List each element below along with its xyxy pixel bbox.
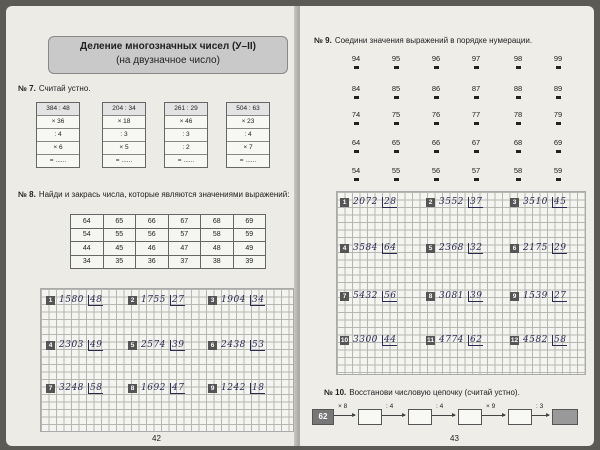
task9-number[interactable] [344, 110, 368, 125]
chain-operation: × 8 [338, 403, 348, 410]
exercise-label: 8 [426, 292, 435, 301]
task9-number[interactable] [546, 110, 570, 125]
handwritten-dividend: 2303 [59, 340, 84, 350]
task7-expression: 384 : 48 [37, 103, 79, 115]
task9-dot [354, 66, 359, 69]
handwritten-dividend: 1692 [141, 383, 166, 393]
task8-row [71, 242, 266, 256]
section-title-box [48, 36, 288, 74]
exercise-label: 6 [510, 244, 519, 253]
section-title: Деление многозначных чисел (У–II) [80, 41, 256, 52]
task8-cell[interactable]: 36 [136, 255, 169, 269]
handwritten-dividend: 1580 [59, 295, 84, 305]
task7-step: × 6 [37, 141, 79, 154]
handwritten-dividend: 4582 [523, 335, 548, 345]
handwritten-divisor: 48 [90, 295, 103, 305]
task8-cell[interactable]: 68 [201, 215, 234, 229]
task9-number[interactable] [344, 138, 368, 153]
task9-dot [434, 66, 439, 69]
chain-answer-box[interactable] [508, 409, 532, 425]
chain-operation: : 4 [436, 403, 444, 410]
handwritten-divisor: 58 [554, 335, 567, 345]
handwritten-divisor: 28 [384, 197, 397, 207]
task8-cell[interactable]: 34 [71, 255, 104, 269]
task9-number[interactable] [384, 84, 408, 99]
handwritten-dividend: 5432 [353, 291, 378, 301]
task8-cell[interactable]: 39 [233, 255, 266, 269]
exercise-label: 3 [208, 296, 217, 305]
section-subtitle: (на двузначное число) [116, 54, 220, 66]
task8-row [71, 215, 266, 229]
task7-step: × 7 [227, 141, 269, 154]
task8-cell[interactable]: 37 [168, 255, 201, 269]
task10-header [324, 388, 520, 397]
handwritten-dividend: 1904 [221, 295, 246, 305]
task9-number[interactable] [424, 84, 448, 99]
exercise-label: 7 [340, 292, 349, 301]
chain-arrow [482, 415, 505, 416]
exercise-label: 2 [128, 296, 137, 305]
task8-number-table [70, 214, 266, 269]
task9-number-text: 88 [513, 84, 523, 93]
task8-cell[interactable]: 44 [71, 242, 104, 256]
task9-dot [474, 96, 479, 99]
task9-dot [516, 66, 521, 69]
task9-number[interactable] [344, 84, 368, 99]
task9-number[interactable] [506, 110, 530, 125]
task9-dot [434, 96, 439, 99]
task8-cell[interactable]: 49 [233, 242, 266, 256]
task9-number-text: 84 [351, 84, 361, 93]
exercise-label: 5 [426, 244, 435, 253]
task9-number-text: 64 [351, 138, 361, 147]
task9-dot [354, 96, 359, 99]
chain-operation: : 3 [536, 403, 544, 410]
exercise-label: 9 [208, 384, 217, 393]
task9-number-text: 85 [391, 84, 401, 93]
handwritten-divisor: 18 [252, 383, 265, 393]
task7-step: = ...... [103, 154, 145, 167]
exercise-label: 2 [426, 198, 435, 207]
chain-arrow [334, 415, 355, 416]
handwritten-divisor: 64 [384, 243, 397, 253]
handwritten-divisor: 53 [252, 340, 265, 350]
exercise-label: 7 [46, 384, 55, 393]
handwritten-dividend: 3081 [439, 291, 464, 301]
handwritten-divisor: 58 [90, 383, 103, 393]
task8-cell[interactable]: 64 [71, 215, 104, 229]
task8-cell[interactable]: 38 [201, 255, 234, 269]
task7-expression: 261 : 29 [165, 103, 207, 115]
task7-step: × 23 [227, 115, 269, 128]
task9-dot [434, 178, 439, 181]
task9-dot [474, 178, 479, 181]
task7-card [36, 102, 80, 168]
task9-number-text: 98 [513, 54, 523, 63]
task8-cell[interactable]: 59 [233, 228, 266, 242]
task8-cell[interactable]: 35 [103, 255, 136, 269]
task7-step: : 4 [227, 128, 269, 141]
task8-cell[interactable]: 45 [103, 242, 136, 256]
task8-header [18, 189, 290, 200]
task9-number[interactable] [464, 110, 488, 125]
task7-step: × 18 [103, 115, 145, 128]
handwritten-dividend: 1242 [221, 383, 246, 393]
task9-dot [516, 122, 521, 125]
chain-operation: × 9 [486, 403, 496, 410]
handwritten-dividend: 2072 [353, 197, 378, 207]
task9-number[interactable] [424, 138, 448, 153]
task7-step: = ...... [165, 154, 207, 167]
handwritten-divisor: 34 [252, 295, 265, 305]
task7-step: : 2 [165, 141, 207, 154]
handwritten-divisor: 45 [554, 197, 567, 207]
task9-dot [354, 178, 359, 181]
exercise-label: 4 [340, 244, 349, 253]
right-page [300, 6, 594, 446]
task9-number[interactable] [506, 138, 530, 153]
task9-number-text: 57 [471, 166, 481, 175]
task9-number-text: 77 [471, 110, 481, 119]
task9-number[interactable] [506, 166, 530, 181]
task7-step: × 46 [165, 115, 207, 128]
task9-number[interactable] [464, 54, 488, 69]
task9-number[interactable] [424, 166, 448, 181]
task8-cell[interactable]: 46 [136, 242, 169, 256]
task9-dot [394, 150, 399, 153]
task9-number[interactable] [546, 84, 570, 99]
task9-number-text: 95 [391, 54, 401, 63]
task9-dot [556, 122, 561, 125]
task9-number-text: 76 [431, 110, 441, 119]
task8-cell[interactable]: 65 [103, 215, 136, 229]
task9-number[interactable] [384, 166, 408, 181]
task9-number-text: 69 [553, 138, 563, 147]
task9-number[interactable] [546, 166, 570, 181]
handwritten-divisor: 62 [470, 335, 483, 345]
task7-step: : 3 [103, 128, 145, 141]
chain-answer-box[interactable] [358, 409, 382, 425]
task9-number-text: 56 [431, 166, 441, 175]
task7-step: : 4 [37, 128, 79, 141]
task9-dot [434, 150, 439, 153]
task9-number-text: 79 [553, 110, 563, 119]
task9-number-text: 66 [431, 138, 441, 147]
chain-arrow [532, 415, 549, 416]
handwritten-divisor: 49 [90, 340, 103, 350]
left-grid [40, 288, 294, 432]
task7-expression: 504 : 63 [227, 103, 269, 115]
exercise-label: 8 [128, 384, 137, 393]
task9-dot [474, 122, 479, 125]
task9-number[interactable] [344, 166, 368, 181]
task9-number[interactable] [506, 84, 530, 99]
task7-card [226, 102, 270, 168]
handwritten-dividend: 3584 [353, 243, 378, 253]
task9-header [314, 36, 532, 45]
task9-number[interactable] [424, 54, 448, 69]
task9-number[interactable] [464, 166, 488, 181]
task9-number-text: 55 [391, 166, 401, 175]
task9-number[interactable] [506, 54, 530, 69]
task9-dot [434, 122, 439, 125]
handwritten-dividend: 2574 [141, 340, 166, 350]
task7-header [18, 84, 91, 93]
task7-step: : 3 [165, 128, 207, 141]
task7-expression: 204 : 34 [103, 103, 145, 115]
task9-dot [474, 150, 479, 153]
task9-dot [394, 122, 399, 125]
chain-operation: : 4 [386, 403, 394, 410]
chain-arrow [382, 415, 405, 416]
task7-step: = ...... [37, 154, 79, 167]
task9-number-text: 78 [513, 110, 523, 119]
handwritten-dividend: 1755 [141, 295, 166, 305]
handwritten-dividend: 4774 [439, 335, 464, 345]
page-number-right: 43 [450, 434, 459, 443]
task9-dot [556, 178, 561, 181]
exercise-label: 5 [128, 341, 137, 350]
task9-number[interactable] [546, 54, 570, 69]
handwritten-dividend: 3300 [353, 335, 378, 345]
task9-dot [556, 96, 561, 99]
task9-dot [516, 96, 521, 99]
task7-step: = ...... [227, 154, 269, 167]
task9-number-text: 86 [431, 84, 441, 93]
handwritten-divisor: 56 [384, 291, 397, 301]
handwritten-dividend: 2368 [439, 243, 464, 253]
chain-arrow [432, 415, 455, 416]
task9-dot [516, 178, 521, 181]
handwritten-divisor: 32 [470, 243, 483, 253]
task7-card [102, 102, 146, 168]
handwritten-dividend: 3248 [59, 383, 84, 393]
task9-number[interactable] [344, 54, 368, 69]
task9-dot [556, 150, 561, 153]
task9-number-text: 94 [351, 54, 361, 63]
exercise-label: 9 [510, 292, 519, 301]
exercise-label: 1 [46, 296, 55, 305]
task9-number[interactable] [546, 138, 570, 153]
task8-cell[interactable]: 48 [201, 242, 234, 256]
task10-number: № 10. [324, 388, 347, 397]
task9-number-text: 59 [553, 166, 563, 175]
task7-card [164, 102, 208, 168]
task8-cell[interactable]: 69 [233, 215, 266, 229]
handwritten-divisor: 27 [554, 291, 567, 301]
exercise-label: 1 [340, 198, 349, 207]
task8-cell[interactable]: 67 [168, 215, 201, 229]
task7-step: × 5 [103, 141, 145, 154]
task7-number: № 7. [18, 84, 36, 93]
task9-number-text: 68 [513, 138, 523, 147]
exercise-label: 6 [208, 341, 217, 350]
task9-number-text: 74 [351, 110, 361, 119]
task9-number-text: 99 [553, 54, 563, 63]
exercise-label: 10 [340, 337, 349, 344]
handwritten-divisor: 44 [384, 335, 397, 345]
task8-number: № 8. [18, 190, 36, 199]
task8-cell[interactable]: 55 [103, 228, 136, 242]
task9-dot [394, 66, 399, 69]
task9-number-text: 75 [391, 110, 401, 119]
handwritten-divisor: 47 [172, 383, 185, 393]
exercise-label: 3 [510, 198, 519, 207]
task7-instruction: Считай устно. [38, 84, 91, 93]
task9-dot [394, 96, 399, 99]
task9-number-text: 54 [351, 166, 361, 175]
task9-number[interactable] [424, 110, 448, 125]
task9-number[interactable] [384, 138, 408, 153]
task7-step: × 36 [37, 115, 79, 128]
task8-cell[interactable]: 66 [136, 215, 169, 229]
task10-start-value: 62 [312, 409, 334, 425]
chain-answer-box[interactable] [408, 409, 432, 425]
left-page [6, 6, 298, 446]
task9-number-text: 67 [471, 138, 481, 147]
task9-number: № 9. [314, 36, 332, 45]
task9-number[interactable] [464, 138, 488, 153]
task8-instruction: Найди и закрась числа, которые являются значениями выражений: [38, 190, 290, 199]
exercise-label: 11 [427, 337, 434, 344]
page-number-left: 42 [152, 434, 161, 443]
task8-cell[interactable]: 47 [168, 242, 201, 256]
handwritten-divisor: 39 [470, 291, 483, 301]
task10-instruction: Восстанови числовую цепочку (считай устно). [349, 388, 520, 397]
handwritten-divisor: 39 [172, 340, 185, 350]
handwritten-dividend: 2438 [221, 340, 246, 350]
task9-dot [394, 178, 399, 181]
task9-dot [556, 66, 561, 69]
task9-dot [354, 150, 359, 153]
chain-end-box[interactable] [552, 409, 578, 425]
handwritten-dividend: 2175 [523, 243, 548, 253]
exercise-label: 4 [46, 341, 55, 350]
handwritten-divisor: 29 [554, 243, 567, 253]
task9-dot [354, 122, 359, 125]
exercise-label: 12 [510, 337, 519, 344]
task8-row [71, 228, 266, 242]
task9-number-text: 58 [513, 166, 523, 175]
task8-cell[interactable]: 58 [201, 228, 234, 242]
task9-number[interactable] [384, 54, 408, 69]
handwritten-dividend: 1539 [523, 291, 548, 301]
task8-cell[interactable]: 56 [136, 228, 169, 242]
task8-cell[interactable]: 57 [168, 228, 201, 242]
task9-dot [516, 150, 521, 153]
task8-cell[interactable]: 54 [71, 228, 104, 242]
handwritten-divisor: 37 [470, 197, 483, 207]
task9-dot [474, 66, 479, 69]
task9-number-text: 87 [471, 84, 481, 93]
task9-number-text: 96 [431, 54, 441, 63]
right-grid [336, 191, 586, 375]
task9-number-text: 97 [471, 54, 481, 63]
task8-row [71, 255, 266, 269]
task9-number-text: 89 [553, 84, 563, 93]
handwritten-divisor: 27 [172, 295, 185, 305]
task9-instruction: Соедини значения выражений в порядке нумерации. [334, 36, 533, 45]
handwritten-dividend: 3552 [439, 197, 464, 207]
handwritten-dividend: 3510 [523, 197, 548, 207]
task9-number[interactable] [384, 110, 408, 125]
chain-answer-box[interactable] [458, 409, 482, 425]
task9-number-text: 65 [391, 138, 401, 147]
task9-number[interactable] [464, 84, 488, 99]
